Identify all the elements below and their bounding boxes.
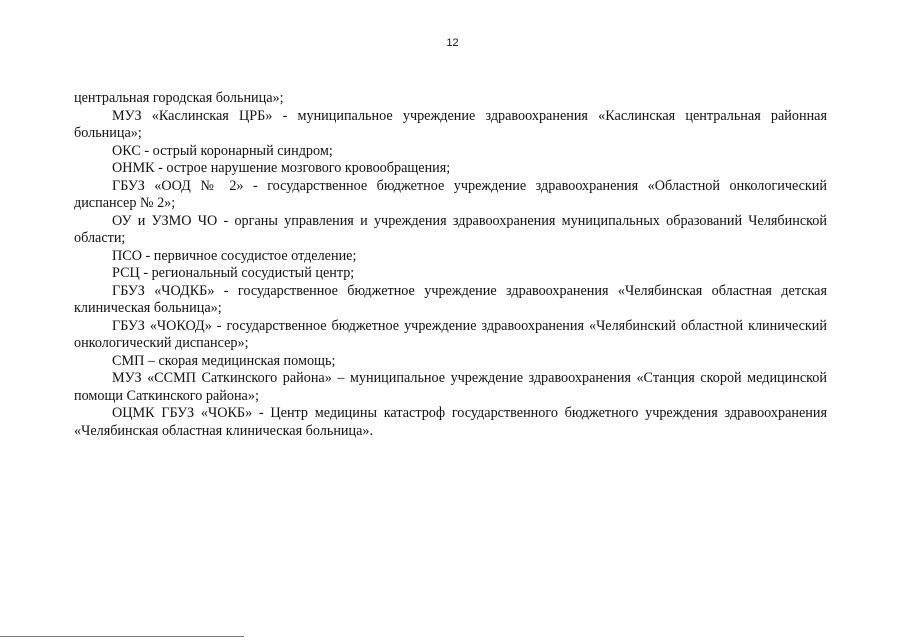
paragraph-muz-kaslinskaya-crb: МУЗ «Каслинская ЦРБ» - муниципальное учреждение здравоохранения «Каслинская центральная районная больница»; xyxy=(74,107,827,141)
paragraph-ocmk-gbuz-chokb: ОЦМК ГБУЗ «ЧОКБ» - Центр медицины катастроф государственного бюджетного учреждения здравоохранения «Челябинская областная клиническая больница». xyxy=(74,405,827,439)
page-number: 12 xyxy=(446,37,459,49)
document-body xyxy=(74,90,827,440)
paragraph-gbuz-chokod: ГБУЗ «ЧОКОД» - государственное бюджетное учреждение здравоохранения «Челябинский областной клинический онкологический диспансер»; xyxy=(74,317,827,351)
paragraph-onmk: ОНМК - острое нарушение мозгового кровообращения; xyxy=(112,160,451,176)
paragraph-gbuz-ood-2: ГБУЗ «ООД № 2» - государственное бюджетное учреждение здравоохранения «Областной онкологический диспансер № 2»; xyxy=(74,177,827,211)
paragraph-rsc: РСЦ - региональный сосудистый центр; xyxy=(112,265,355,281)
paragraph-ou-uzmo-cho: ОУ и УЗМО ЧО - органы управления и учреждения здравоохранения муниципальных образований Челябинской области; xyxy=(74,212,827,246)
paragraph-continuation: центральная городская больница»; xyxy=(74,90,284,106)
paragraph-muz-ssmp-satka: МУЗ «ССМП Саткинского района» – муниципальное учреждение здравоохранения «Станция скорой медицинской помощи Саткинского района»; xyxy=(74,370,827,404)
paragraph-gbuz-chodkb: ГБУЗ «ЧОДКБ» - государственное бюджетное учреждение здравоохранения «Челябинская областная детская клиническая больница»; xyxy=(74,282,827,316)
footnote-rule xyxy=(0,636,244,637)
paragraph-oks: ОКС - острый коронарный синдром; xyxy=(112,142,333,159)
paragraph-smp: СМП – скорая медицинская помощь; xyxy=(112,352,336,369)
paragraph-pso: ПСО - первичное сосудистое отделение; xyxy=(112,247,357,264)
